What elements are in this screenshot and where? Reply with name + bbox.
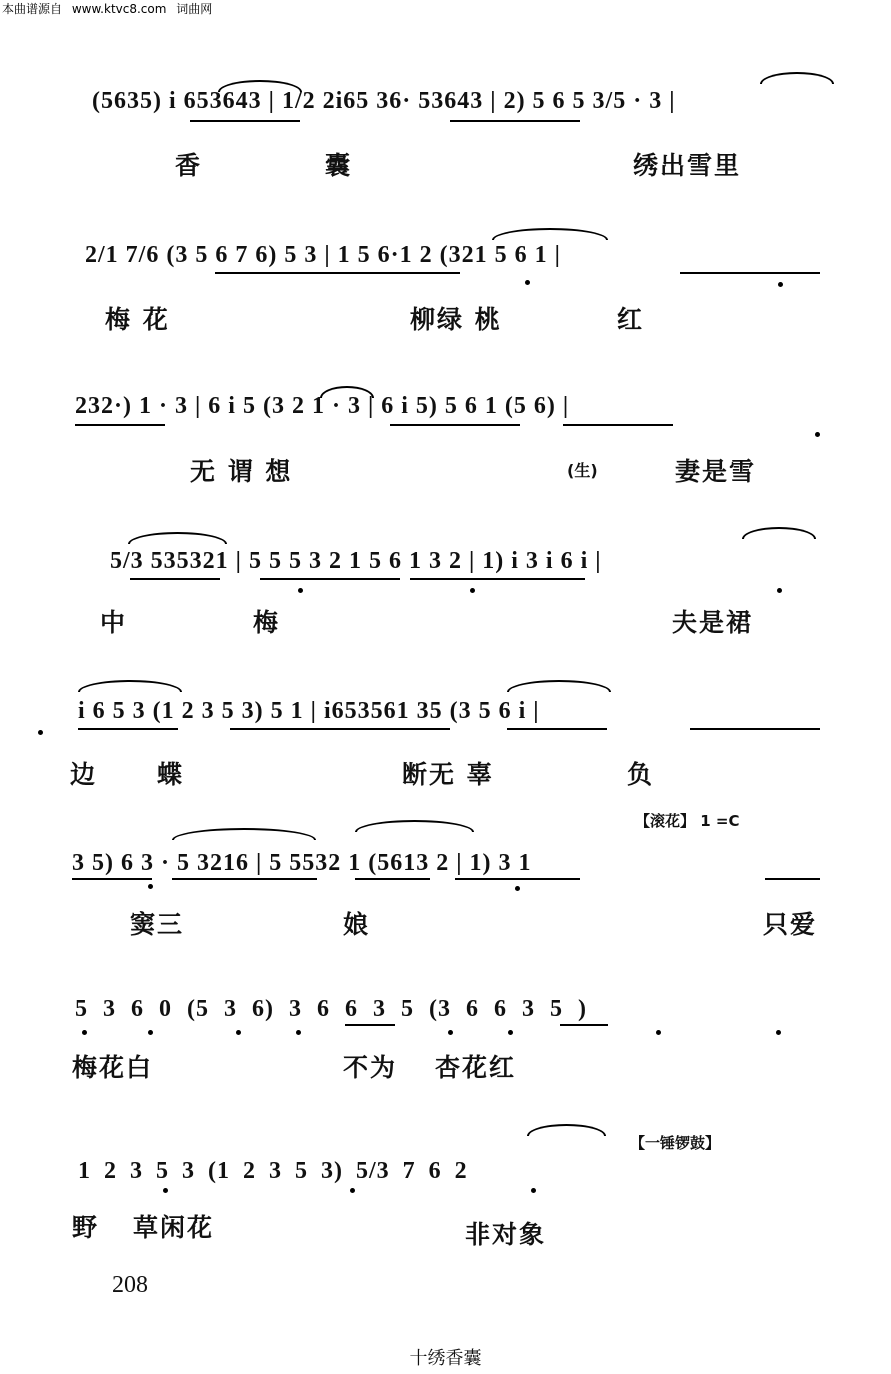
slur (128, 532, 227, 544)
octave-dot (448, 1030, 453, 1035)
octave-dot (296, 1030, 301, 1035)
notation-line: 232·) 1 · 3 | 6 i 5 (3 2 1 · 3 | 6 i 5) 5 6 1 (5 6) | (75, 393, 570, 419)
octave-dot (236, 1030, 241, 1035)
slur (355, 820, 474, 832)
octave-dot (531, 1188, 536, 1193)
site-name: 本曲谱源自 (2, 2, 63, 16)
octave-dot (815, 432, 820, 437)
underline (765, 878, 820, 880)
slur (320, 386, 374, 398)
lyric: 不为 (343, 1053, 398, 1082)
page-number: 208 (112, 1272, 148, 1298)
underline (560, 1024, 608, 1026)
lyric: 蝶 (157, 760, 185, 789)
lyric: 杏花红 (435, 1053, 517, 1082)
lyric: 无 谓 想 (190, 457, 293, 486)
octave-dot (776, 1030, 781, 1035)
lyric: 红 (617, 305, 645, 334)
slur (760, 72, 834, 84)
site-header (2, 0, 218, 17)
lyric: 中 (100, 608, 128, 637)
octave-dot (656, 1030, 661, 1035)
underline (230, 728, 450, 730)
slur (507, 680, 611, 692)
underline (172, 878, 317, 880)
lyric: 柳绿 桃 (410, 305, 502, 334)
slur (527, 1124, 606, 1136)
footer-title: 十绣香囊 (409, 1348, 482, 1369)
octave-dot (470, 588, 475, 593)
section-label: 【一锤锣鼓】 (630, 1134, 721, 1152)
underline (72, 878, 152, 880)
site-url[interactable]: www.ktvc8.com (71, 2, 167, 16)
lyric: 妻是雪 (675, 457, 757, 486)
lyric: 只爱 (763, 910, 818, 939)
notation-line: 2/1 7/6 (3 5 6 7 6) 5 3 | 1 5 6·1 2 (321 5 6 1 | (85, 242, 561, 268)
notation-line: 1 2 3 5 3 (1 2 3 5 3) 5/3 7 6 2 (78, 1158, 468, 1184)
underline (215, 272, 460, 274)
octave-dot (525, 280, 530, 285)
lyric: 草闲花 (133, 1213, 215, 1242)
lyric: 非对象 (465, 1220, 547, 1249)
octave-dot (777, 588, 782, 593)
slur (78, 680, 182, 692)
underline (355, 878, 430, 880)
octave-dot (82, 1030, 87, 1035)
slur (218, 80, 302, 92)
underline (410, 578, 585, 580)
slur (492, 228, 608, 240)
site-label: 词曲网 (176, 2, 213, 16)
underline (130, 578, 220, 580)
underline (78, 728, 178, 730)
lyric: 梅 (253, 608, 281, 637)
lyric: 窦三 (130, 910, 185, 939)
lyric: 负 (627, 760, 655, 789)
lyric: 边 (70, 760, 98, 789)
notation-line: (5635) i 653643 | 1/2 2i65 36· 53643 | 2) 5 6 5 3/5 · 3 | (92, 88, 676, 114)
octave-dot (515, 886, 520, 891)
underline (455, 878, 580, 880)
section-label: 【滚花】 1 =C (635, 812, 740, 830)
underline (563, 424, 673, 426)
lyric: 娘 (343, 910, 371, 939)
octave-dot (350, 1188, 355, 1193)
underline (75, 424, 165, 426)
underline (507, 728, 607, 730)
underline (450, 120, 580, 122)
lyric: 绣出雪里 (633, 151, 742, 180)
lyric: 野 (72, 1213, 100, 1242)
octave-dot (148, 1030, 153, 1035)
underline (345, 1024, 395, 1026)
lyric: 囊 (325, 151, 353, 180)
underline (190, 120, 300, 122)
notation-line: 5/3 535321 | 5 5 5 3 2 1 5 6 1 3 2 | 1) i 3 i 6 i | (110, 548, 602, 574)
lyric: 梅花白 (72, 1053, 154, 1082)
slur (172, 828, 316, 840)
octave-dot (778, 282, 783, 287)
octave-dot (148, 884, 153, 889)
underline (680, 272, 820, 274)
lyric: 梅 花 (105, 305, 170, 334)
notation-line: 3 5) 6 3 · 5 3216 | 5 5532 1 (5613 2 | 1) 3 1 (72, 850, 532, 876)
slur (742, 527, 816, 539)
lyric: 夫是裙 (672, 608, 754, 637)
underline (690, 728, 820, 730)
lyric: 香 (175, 151, 203, 180)
notation-line: i 6 5 3 (1 2 3 5 3) 5 1 | i653561 35 (3 5 6 i | (78, 698, 540, 724)
stray-mark (38, 730, 43, 735)
lyric: 断无 辜 (402, 760, 494, 789)
octave-dot (163, 1188, 168, 1193)
octave-dot (298, 588, 303, 593)
underline (390, 424, 520, 426)
role-marker: (生) (567, 461, 598, 480)
underline (260, 578, 400, 580)
notation-line: 5 3 6 0 (5 3 6) 3 6 6 3 5 (3 6 6 3 5 ) (75, 996, 587, 1022)
octave-dot (508, 1030, 513, 1035)
